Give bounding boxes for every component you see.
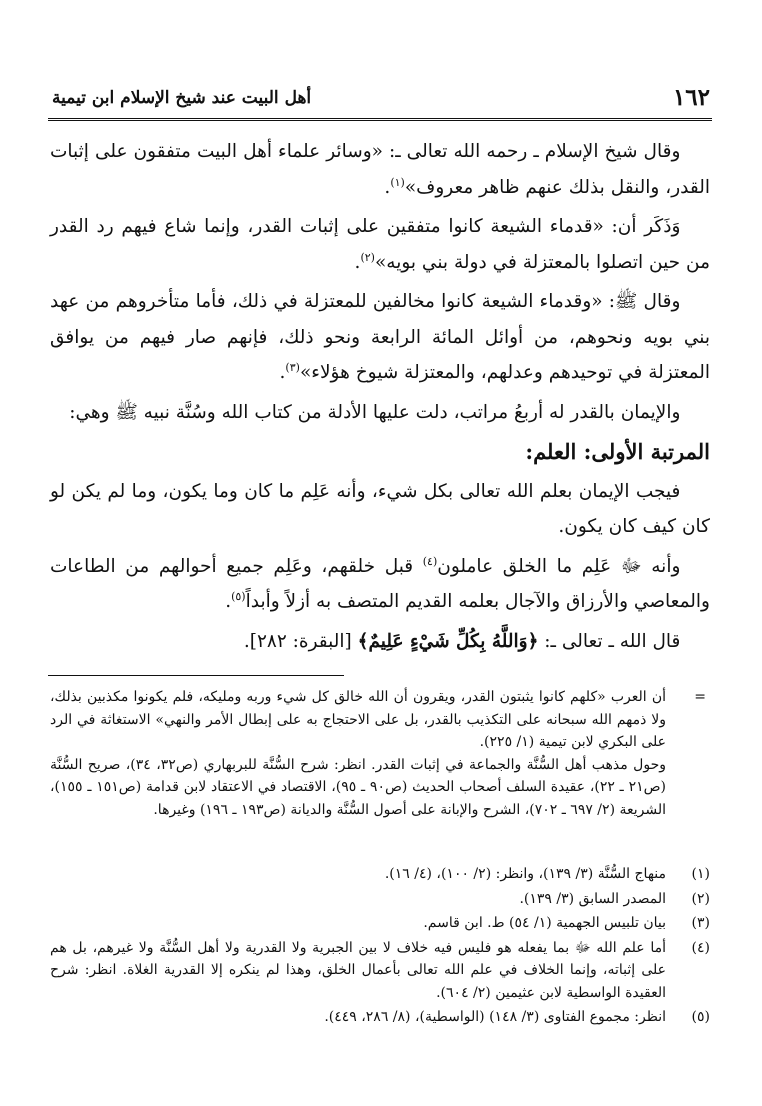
footnote-number: (٣) [691,915,710,931]
footnote-number: (١) [691,866,710,882]
footnote-text: بيان تلبيس الجهمية (١/ ٥٤) ط. ابن قاسم. [423,915,666,931]
footnote-text: أما علم الله ﷻ بما يفعله هو فليس فيه خلاف لا بين الجبرية ولا القدرية ولا أهل السُّنَّة ولا غيرهم، بل هم على إثباته، وإنما الخلاف في علم الله تعالى بأعمال الخلق، وهذا لم ينكره إلا القدرية الغلاة. انظر: شرح العقيدة الواسطية لابن عثيمين (٢/ ٦٠٤). [50,939,666,1001]
page-number: ١٦٢ [672,84,710,111]
paragraph: وأنه ﷻ عَلِم ما الخلق عاملون$^{(٤)}$ قبل خلقهم، وعَلِم جميع أحوالهم من الطاعات والمعاصي والأرزاق والآجال بعلمه القديم المتصف به أزلاً وأبداً$^{(٥)}$. [50,554,710,612]
paragraph: فيجب الإيمان بعلم الله تعالى بكل شيء، وأنه عَلِم ما كان وما يكون، وما لم يكن لو كان كيف كان يكون. [50,480,710,537]
main-text [50,134,710,663]
footnote-number: (٤) [691,939,710,956]
header-divider [48,118,712,121]
footnote-divider [48,675,344,676]
footnote-ref: (١) [390,175,405,189]
paragraph: والإيمان بالقدر له أربعُ مراتب، دلت عليها الأدلة من كتاب الله وسُنَّة نبيه ﷺ وهي: [69,401,681,423]
footnote-continuation [50,686,710,821]
quran-verse: ﴿وَاللَّهُ بِكُلِّ شَيْءٍ عَلِيمٌ﴾ [357,630,539,652]
footnote-item [50,863,710,886]
footnotes-list [50,863,710,1031]
running-title: أهل البيت عند شيخ الإسلام ابن تيمية [52,88,312,108]
running-header [52,84,710,118]
footnote-number: (٢) [691,890,710,907]
footnote-ref: (٤) [422,554,438,568]
footnote-text: أن العرب «كلهم كانوا يثبتون القدر، ويقرون أن الله خالق كل شيء وربه ومليكه، فلم يكونوا مكذبين بذلك، ولا ذمهم الله سبحانه على التكذيب بالقدر، بل على الاحتجاج به على إبطال الأمر والنهي» الاستغاثة في الرد على البكري لابن تيمية (١/ ٢٢٥). [50,689,666,750]
paragraph: وَذَكَر أن: «قدماء الشيعة كانوا متفقين على إثبات القدر، وإنما شاع فيهم رد القدر من حين اتصلوا بالمعتزلة في دولة بني بويه»$^{(٢)}$. [50,216,710,273]
footnote-item [50,937,710,1005]
footnote-number: (٥) [691,1009,710,1025]
section-heading: المرتبة الأولى: العلم: [525,439,710,464]
footnote-text: المصدر السابق (٣/ ١٣٩). [519,890,666,907]
paragraph: قال الله ـ تعالى ـ: ﴿وَاللَّهُ بِكُلِّ شَيْءٍ عَلِيمٌ﴾ [البقرة: ٢٨٢]. [243,630,681,652]
footnote-text: وحول مذهب أهل السُّنَّة والجماعة في إثبات القدر. انظر: شرح السُّنَّة للبربهاري (ص٣٢، ٣٤)، صريح السُّنَّة (ص٢١ ـ ٢٢)، عقيدة السلف أصحاب الحديث (ص٩٠ ـ ٩٥)، الاقتصاد في الاعتقاد لابن قدامة (ص١٥١ ـ ١٥٥)، الشريعة (٢/ ٦٩٧ ـ ٧٠٢)، الشرح والإبانة على أصول السُّنَّة والديانة (ص١٩٣ ـ ١٩٦) وغيرها. [50,756,667,818]
footnote-item [50,1006,710,1029]
footnote-text: انظر: مجموع الفتاوى (٣/ ١٤٨) (الواسطية)، (٨/ ٢٨٦، ٤٤٩). [324,1009,666,1025]
paragraph: وقال ﷺ: «وقدماء الشيعة كانوا مخالفين للمعتزلة في ذلك، فأما متأخروهم من عهد بني بويه ونحوهم، من أوائل المائة الرابعة ونحو ذلك، فإنهم صار فيهم من يوافق المعتزلة في توحيدهم وعدلهم، والمعتزلة شيوخ هؤلاء»$^{(٣)}$. [50,291,710,383]
footnote-item [50,912,710,935]
footnote-ref: (٢) [360,250,375,264]
continuation-marker: = [694,689,706,705]
footnote-ref: (٣) [285,360,300,374]
footnote-item [50,888,710,911]
footnote-ref: (٥) [231,589,246,603]
paragraph: وقال شيخ الإسلام ـ رحمه الله تعالى ـ: «وسائر علماء أهل البيت متفقون على إثبات القدر، والنقل بذلك عنهم ظاهر معروف»$^{(١)}$. [50,141,710,198]
footnote-text: منهاج السُّنَّة (٣/ ١٣٩)، وانظر: (٢/ ١٠٠)، (٤/ ١٦). [384,866,666,882]
verse-citation: [البقرة: ٢٨٢]. [243,630,358,652]
